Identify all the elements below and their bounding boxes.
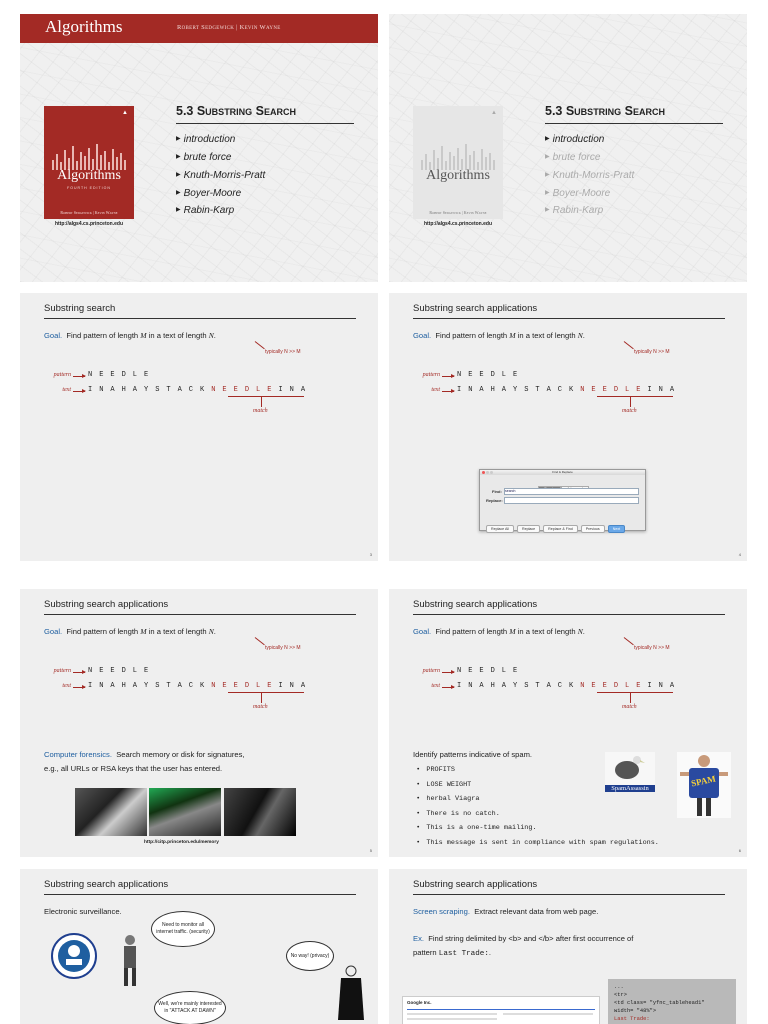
typical-pointer: [255, 341, 265, 349]
match-pointer: [261, 397, 262, 407]
text-label: text: [431, 683, 440, 689]
text-arrow: [73, 391, 85, 392]
next-button[interactable]: Next: [608, 525, 625, 533]
title-rule: [44, 318, 356, 319]
text-arrow: [442, 391, 454, 392]
nsa-seal-icon: [51, 933, 97, 979]
replace-find-button[interactable]: Replace & Find: [543, 525, 578, 533]
typical-note: typically N >> M: [265, 349, 301, 355]
page-number: 5: [369, 848, 372, 853]
match-label: match: [622, 408, 637, 414]
pattern-label: pattern: [53, 372, 71, 378]
book-cover-bars: [50, 142, 128, 170]
match-underline: [228, 396, 304, 397]
webpage-title: Google Inc.: [407, 1000, 432, 1005]
pattern-arrow: [442, 672, 454, 673]
dialog-buttons: [486, 517, 628, 535]
triangle-right-icon: ▶: [176, 171, 181, 178]
menu-item: ▶ introduction: [176, 131, 265, 149]
book-edition: FOURTH EDITION: [67, 186, 111, 190]
title-banner: [20, 14, 378, 43]
speech-bubble-security: Need to monitor all internet traffic. (security): [151, 911, 215, 947]
triangle-right-icon: ▶: [545, 153, 550, 160]
menu-item: ▶ brute force: [545, 149, 634, 167]
slide-title: Substring search applications: [413, 303, 538, 314]
menu-item-active: ▶ introduction: [545, 131, 634, 149]
slide-applications-find: [389, 293, 747, 561]
triangle-right-icon: ▶: [545, 207, 550, 214]
spamassassin-label: SpamAssassin: [605, 785, 655, 792]
slide-applications-surveillance: [20, 869, 378, 1024]
speech-bubble-attack: Well, we're mainly interested in "ATTACK AT DAWN": [154, 991, 226, 1024]
publisher-logo-icon: ▲: [491, 110, 497, 116]
book-authors: Robert Sedgewick | Kevin Wayne: [60, 210, 118, 215]
book-title: Algorithms: [57, 168, 121, 183]
book-cover: [44, 106, 134, 219]
dialog-title: Find & Replace: [552, 470, 573, 474]
title-rule: [413, 614, 725, 615]
list-item: • PROFITS: [417, 763, 659, 778]
pattern-string: NEEDLE: [457, 371, 525, 379]
list-item: • This is a one-time mailing.: [417, 821, 659, 836]
text-arrow: [73, 687, 85, 688]
replace-label: Replace:: [486, 498, 503, 503]
laptop-photo: [75, 788, 147, 836]
book-authors: Robert Sedgewick | Kevin Wayne: [429, 210, 487, 215]
banner-authors: Robert Sedgewick | Kevin Wayne: [177, 24, 281, 31]
match-label: match: [622, 704, 637, 710]
book-url: http://algs4.cs.princeton.edu: [54, 221, 124, 227]
triangle-right-icon: ▶: [545, 171, 550, 178]
topic-menu: [176, 131, 265, 220]
forensics-text: Computer forensics. Search memory or disk for signatures, e.g., all URLs or RSA keys that the user has entered.: [44, 750, 245, 773]
goal-statement: Goal. Find pattern of length M in a text of length N.: [44, 331, 216, 340]
slide-title: Substring search applications: [413, 599, 538, 610]
replace-field[interactable]: [504, 497, 639, 504]
typical-note: typically N >> M: [634, 645, 670, 651]
slide-applications-scraping: [389, 869, 747, 1024]
close-icon[interactable]: [482, 471, 485, 474]
topic-menu: [545, 131, 634, 220]
photo-caption: http://citp.princeton.edu/memory: [144, 840, 219, 845]
find-replace-dialog: [479, 469, 646, 531]
triangle-right-icon: ▶: [176, 207, 181, 214]
menu-item: ▶ Boyer-Moore: [545, 185, 634, 203]
triangle-right-icon: ▶: [176, 153, 181, 160]
replace-button[interactable]: Replace: [517, 525, 540, 533]
pattern-arrow: [442, 376, 454, 377]
typical-pointer: [624, 341, 634, 349]
list-item: • This message is sent in compliance with spam regulations.: [417, 836, 659, 851]
pattern-label: pattern: [422, 372, 440, 378]
triangle-right-icon: ▶: [176, 136, 181, 142]
menu-item: ▶ Knuth-Morris-Pratt: [176, 167, 265, 185]
menu-item: ▶ Knuth-Morris-Pratt: [545, 167, 634, 185]
pattern-label: pattern: [422, 668, 440, 674]
pattern-string: NEEDLE: [88, 667, 156, 675]
goal-statement: Goal. Find pattern of length M in a text of length N.: [413, 627, 585, 636]
html-source-terminal: ... <tr> <td class= "yfnc_tablehead1" width= "48%"> Last Trade:: [608, 979, 736, 1024]
slide-title: [20, 14, 378, 282]
slide-title: Substring search: [44, 303, 116, 314]
pattern-label: pattern: [53, 668, 71, 674]
slide-substring-search: [20, 293, 378, 561]
pattern-string: NEEDLE: [88, 371, 156, 379]
typical-note: typically N >> M: [265, 645, 301, 651]
text-label: text: [62, 387, 71, 393]
triangle-right-icon: ▶: [545, 136, 550, 142]
menu-item: ▶ Boyer-Moore: [176, 185, 265, 203]
page-number: 4: [738, 552, 741, 557]
list-item: • There is no catch.: [417, 807, 659, 822]
goal-statement: Goal. Find pattern of length M in a text of length N.: [44, 627, 216, 636]
agent-figure-icon: [118, 933, 142, 989]
find-label: Find:: [492, 489, 502, 494]
slide-title: Substring search applications: [44, 599, 169, 610]
match-label: match: [253, 704, 268, 710]
finance-webpage-screenshot: [402, 996, 600, 1024]
zoom-icon[interactable]: [490, 471, 493, 474]
section-title: 5.3 Substring Search: [545, 104, 665, 118]
find-field[interactable]: search: [504, 488, 639, 495]
text-label: text: [431, 387, 440, 393]
scraping-example: Ex. Find string delimited by <b> and </b> after first occurrence of pattern Last Trade:.: [413, 934, 634, 958]
section-rule: [545, 123, 723, 124]
title-rule: [44, 614, 356, 615]
list-item: • herbal Viagra: [417, 792, 659, 807]
speech-bubble-privacy: No way! (privacy): [286, 941, 334, 971]
match-pointer: [630, 693, 631, 703]
dialog-titlebar: [480, 470, 645, 475]
brand-title: Algorithms: [45, 17, 123, 36]
goal-statement: Goal. Find pattern of length M in a text of length N.: [413, 331, 585, 340]
publisher-logo-icon: ▲: [122, 110, 128, 116]
match-pointer: [261, 693, 262, 703]
surveillance-lead: Electronic surveillance.: [44, 907, 122, 916]
menu-item: ▶ brute force: [176, 149, 265, 167]
slide-applications-spam: [389, 589, 747, 857]
book-cover-faded: [413, 106, 503, 219]
pattern-string: NEEDLE: [457, 667, 525, 675]
spam-lead: Identify patterns indicative of spam.: [413, 750, 533, 759]
pattern-arrow: [73, 376, 85, 377]
match-pointer: [630, 397, 631, 407]
text-arrow: [442, 687, 454, 688]
book-cover-bars: [419, 142, 497, 170]
match-underline: [597, 396, 673, 397]
text-string: INAHAYSTACKNEEDLEINA: [457, 682, 682, 690]
typical-pointer: [255, 637, 265, 645]
typical-note: typically N >> M: [634, 349, 670, 355]
title-rule: [44, 894, 356, 895]
judge-figure-icon: [338, 964, 364, 1020]
page-number: 6: [738, 848, 741, 853]
replace-all-button[interactable]: Replace All: [486, 525, 514, 533]
spam-mascot: [677, 752, 731, 818]
slide-title: Substring search applications: [413, 879, 538, 890]
memory-chip-photo: [149, 788, 221, 836]
slide-section: [389, 14, 747, 282]
pattern-arrow: [73, 672, 85, 673]
scraping-text: Screen scraping. Extract relevant data from web page.: [413, 907, 599, 916]
menu-item: ▶ Rabin-Karp: [176, 202, 265, 220]
text-string: INAHAYSTACKNEEDLEINA: [88, 386, 313, 394]
triangle-right-icon: ▶: [176, 189, 181, 196]
slide-applications-forensics: [20, 589, 378, 857]
previous-button[interactable]: Previous: [581, 525, 605, 533]
title-rule: [413, 318, 725, 319]
page-number: 3: [369, 552, 372, 557]
spamassassin-logo: [605, 752, 655, 792]
text-string: INAHAYSTACKNEEDLEINA: [88, 682, 313, 690]
match-underline: [228, 692, 304, 693]
minimize-icon[interactable]: [486, 471, 489, 474]
book-title: Algorithms: [426, 168, 490, 183]
spam-can-label: SPAM: [690, 773, 717, 789]
typical-pointer: [624, 637, 634, 645]
text-string: INAHAYSTACKNEEDLEINA: [457, 386, 682, 394]
match-label: match: [253, 408, 268, 414]
section-title: 5.3 Substring Search: [176, 104, 296, 118]
menu-item: ▶ Rabin-Karp: [545, 202, 634, 220]
vulture-icon: [605, 752, 655, 782]
book-url: http://algs4.cs.princeton.edu: [423, 221, 493, 227]
keyboard-photo: [224, 788, 296, 836]
text-label: text: [62, 683, 71, 689]
title-rule: [413, 894, 725, 895]
list-item: • LOSE WEIGHT: [417, 778, 659, 793]
triangle-right-icon: ▶: [545, 189, 550, 196]
slide-title: Substring search applications: [44, 879, 169, 890]
match-underline: [597, 692, 673, 693]
section-rule: [176, 123, 354, 124]
